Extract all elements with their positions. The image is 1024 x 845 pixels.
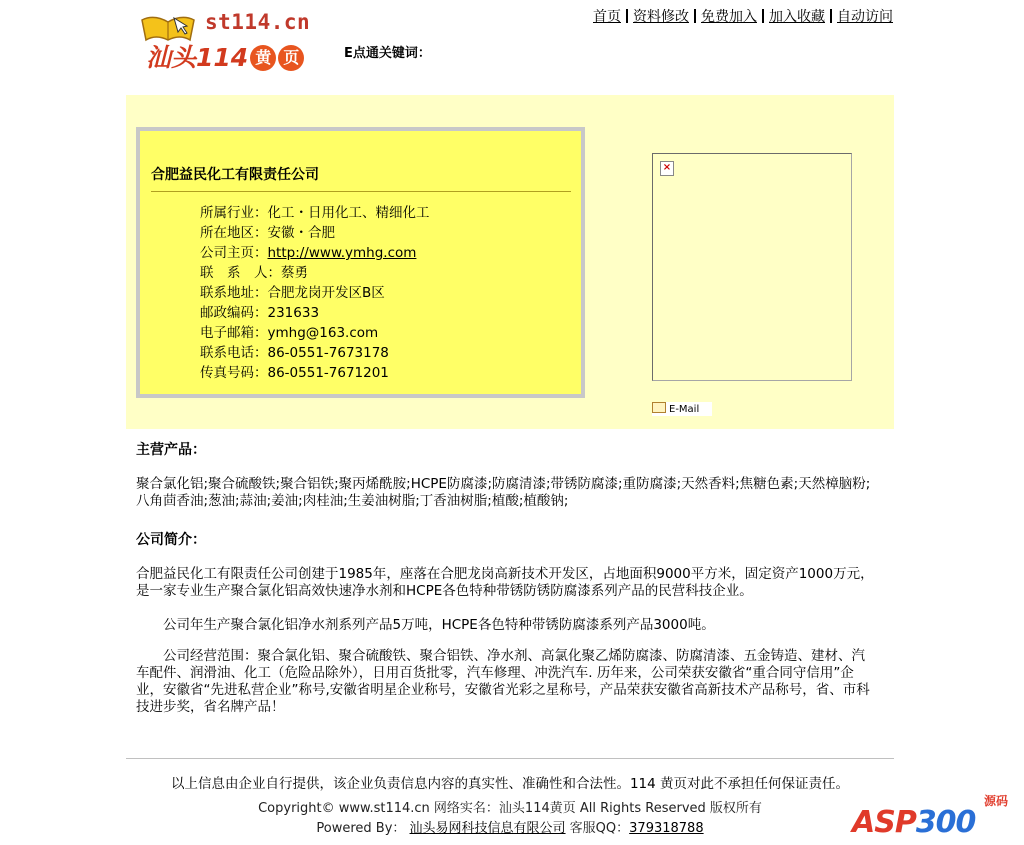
powered-label: Powered By： [316,821,406,836]
logo-name-number: 114 [196,43,249,72]
field-value: 蔡勇 [281,265,308,281]
field-label: 邮政编码： [200,305,268,321]
field-label: 电子邮箱： [200,325,268,341]
top-nav [593,6,893,26]
field-label: 公司主页： [200,245,268,261]
field-value: 安徽・合肥 [267,225,335,241]
field-phone [200,343,430,363]
field-label: 联系电话： [200,345,268,361]
nav-separator [694,9,696,23]
products-text: 聚合氯化铝;聚合硫酸铁;聚合铝铁;聚丙烯酰胺;HCPE防腐漆;防腐清漆;带锈防腐漆;重防腐漆;天然香料;焦糖色素;天然樟脑粉;八角茴香油;葱油;蒜油;姜油;肉桂油;生姜油树脂;丁香油树脂;植酸;植酸钠; [136,476,871,509]
powered-by [126,817,894,836]
field-label: 所在地区： [200,225,268,241]
nav-add-favorite[interactable]: 加入收藏 [769,9,825,25]
logo-name-prefix: 汕头 [146,43,197,72]
field-contact [200,263,430,283]
field-value: 合肥龙岗开发区B区 [267,285,385,301]
field-fax [200,363,430,383]
company-image-frame [652,153,852,381]
field-label: 联 系 人： [200,265,281,281]
divider [151,191,571,192]
field-address [200,283,430,303]
nav-home[interactable]: 首页 [593,9,621,25]
logo-circle-2: 页 [278,45,304,71]
logo-circle-1: 黄 [250,45,276,71]
field-value: 231633 [267,305,320,321]
nav-separator [762,9,764,23]
email-button[interactable] [652,402,712,416]
powered-company-link[interactable]: 汕头易网科技信息有限公司 [409,821,566,836]
field-email [200,323,430,343]
field-value: 86-0551-7671201 [267,365,389,381]
field-value: 化工・日用化工、精细化工 [267,205,430,221]
watermark-brand [852,805,975,840]
nav-free-join[interactable]: 免费加入 [701,9,757,25]
watermark-brand-b: 300 [915,805,976,840]
nav-separator [830,9,832,23]
broken-image-icon: × [660,161,674,176]
logo-domain: st114.cn [205,10,311,34]
field-value: ymhg@163.com [267,325,379,341]
nav-edit-profile[interactable]: 资料修改 [633,9,689,25]
qq-link[interactable]: 379318788 [629,821,704,836]
keyword-label: E点通关键词： [344,46,431,61]
intro-paragraph-2: 公司年生产聚合氯化铝净水剂系列产品5万吨，HCPE各色特种带锈防腐漆系列产品3000吨。 [163,617,715,633]
company-fields [200,203,430,383]
envelope-icon [652,402,666,413]
site-logo[interactable] [140,8,330,70]
email-label: E-Mail [669,404,700,415]
intro-heading: 公司简介： [136,532,206,548]
field-industry [200,203,430,223]
intro-paragraph-1: 合肥益民化工有限责任公司创建于1985年，座落在合肥龙岗高新技术开发区，占地面积9000平方米，固定资产1000万元，是一家专业生产聚合氯化铝高效快速净水剂和HCPE各色特种带锈防锈防腐漆系列产品的民营科技企业。 [136,566,874,599]
logo-name [146,38,304,74]
field-value: 86-0551-7673178 [267,345,389,361]
asp300-watermark-logo [852,793,1022,843]
footer-divider [126,758,894,759]
homepage-link[interactable]: http://www.ymhg.com [267,245,417,261]
field-label: 联系地址： [200,285,268,301]
products-heading: 主营产品： [136,442,206,458]
field-postcode [200,303,430,323]
company-name: 合肥益民化工有限责任公司 [151,167,319,183]
disclaimer: 以上信息由企业自行提供，该企业负责信息内容的真实性、准确性和合法性。114 黄页对此不承担任何保证责任。 [170,776,850,792]
field-label: 传真号码： [200,365,268,381]
nav-auto-visit[interactable]: 自动访问 [837,9,893,25]
copyright: Copyright© www.st114.cn 网络实名：汕头114黄页 All Rights Reserved 版权所有 [258,801,762,816]
field-label: 所属行业： [200,205,268,221]
nav-separator [626,9,628,23]
field-region [200,223,430,243]
company-card [136,127,585,398]
watermark-brand-a: ASP [852,805,916,840]
intro-paragraph-3: 公司经营范围：聚合氯化铝、聚合硫酸铁、聚合铝铁、净水剂、高氯化聚乙烯防腐漆、防腐清漆、五金铸造、建材、汽车配件、润滑油、化工（危险品除外），日用百货批零，汽车修理、冲洗汽车. 历年来，公司荣获安徽省“重合同守信用”企业，安徽省“先进私营企业”称号,安徽省明星企业称号，安徽省光彩之星称号，产品荣获安徽省高新技术产品称号，省、市科技进步奖，省名牌产品！ [136,648,870,715]
watermark-sub: 源码 [984,794,1009,808]
field-homepage [200,243,430,263]
qq-label: 客服QQ： [565,821,630,836]
